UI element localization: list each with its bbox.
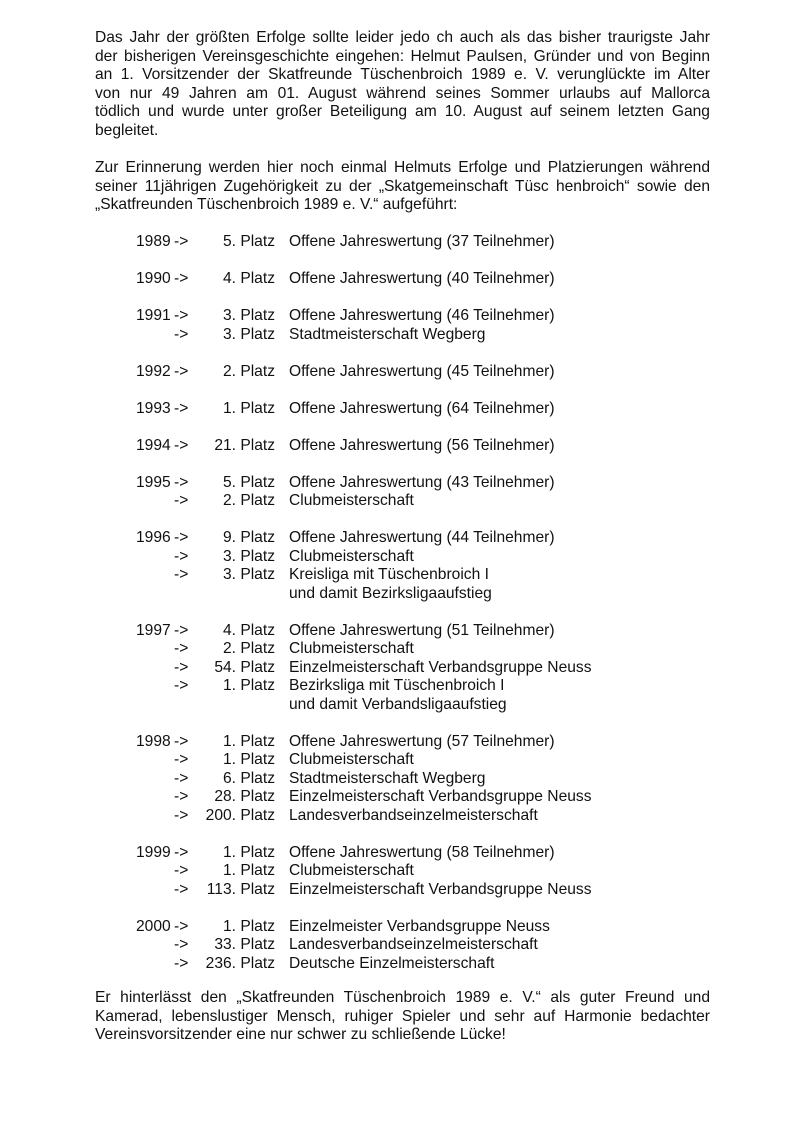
result-row [0, 788, 795, 807]
result-row [0, 640, 795, 659]
result-place: 5. Platz [222, 233, 275, 250]
result-row [0, 770, 795, 789]
result-description: Offene Jahreswertung (51 Teilnehmer) [289, 621, 555, 639]
memorial-paragraph [95, 159, 710, 215]
result-year-group [0, 307, 795, 344]
result-place: 1. Platz [222, 732, 275, 750]
arrow-marker: -> [174, 751, 189, 768]
arrow-marker: -> [174, 492, 189, 509]
result-year-group [0, 622, 795, 715]
result-year: 1989 [136, 233, 171, 250]
text-line: Er hinterlässt den „Skatfreunden Tüschenbroich 1989 e. V.“ als guter Freund und [95, 989, 710, 1006]
result-description: Stadtmeisterschaft Wegberg [289, 325, 486, 343]
arrow-marker: -> [174, 917, 189, 935]
result-row [0, 844, 795, 863]
result-year: 1991 [136, 307, 171, 324]
result-description: Einzelmeisterschaft Verbandsgruppe Neuss [289, 788, 592, 805]
result-description: Einzelmeister Verbandsgruppe Neuss [289, 917, 550, 935]
arrow-marker: -> [174, 954, 189, 972]
result-description: Einzelmeisterschaft Verbandsgruppe Neuss [289, 880, 592, 898]
result-year: 1993 [136, 399, 171, 417]
result-year-group [0, 529, 795, 603]
arrow-marker: -> [174, 677, 189, 694]
text-line: von nur 49 Jahren am 01. August während seines Sommer urlaubs auf Mallorca [95, 84, 710, 102]
result-row [0, 363, 795, 382]
text-line: tödlich und wurde unter großer Beteiligung am 10. August auf seinem letzten Gang [95, 103, 710, 120]
result-row [0, 936, 795, 955]
result-row [0, 622, 795, 641]
result-row [0, 326, 795, 345]
arrow-marker: -> [174, 843, 189, 861]
result-year: 1998 [136, 732, 171, 750]
result-place: 21. Platz [214, 436, 275, 454]
result-row [0, 585, 795, 604]
result-description: Offene Jahreswertung (46 Teilnehmer) [289, 307, 555, 324]
result-description: Offene Jahreswertung (56 Teilnehmer) [289, 436, 555, 454]
arrow-marker: -> [174, 936, 189, 953]
arrow-marker: -> [174, 640, 189, 657]
result-row [0, 474, 795, 493]
result-place: 4. Platz [222, 270, 275, 287]
text-line: Vereinsvorsitzender eine nur schwer zu schließende Lücke! [95, 1026, 506, 1043]
result-description: Kreisliga mit Tüschenbroich I [289, 566, 489, 583]
result-row [0, 677, 795, 696]
result-row [0, 400, 795, 419]
result-place: 2. Platz [222, 362, 275, 380]
result-year-group [0, 733, 795, 826]
arrow-marker: -> [174, 566, 189, 583]
result-place: 3. Platz [222, 547, 275, 565]
result-description: Deutsche Einzelmeisterschaft [289, 954, 495, 972]
text-line: „Skatfreunden Tüschenbroich 1989 e. V.“ aufgeführt: [95, 196, 458, 213]
result-row [0, 437, 795, 456]
arrow-marker: -> [174, 529, 189, 546]
result-place: 54. Platz [214, 658, 275, 676]
intro-paragraph [95, 29, 710, 140]
result-description: Offene Jahreswertung (45 Teilnehmer) [289, 362, 555, 380]
arrow-marker: -> [174, 473, 189, 491]
result-row [0, 233, 795, 252]
closing-paragraph [95, 989, 710, 1045]
result-place: 3. Platz [222, 307, 275, 324]
result-description: Einzelmeisterschaft Verbandsgruppe Neuss [289, 658, 592, 676]
result-place: 2. Platz [222, 492, 275, 509]
result-description: und damit Bezirksligaaufstieg [289, 584, 492, 602]
result-place: 1. Platz [222, 399, 275, 417]
text-line: der bisherigen Vereinsgeschichte eingehen: Helmut Paulsen, Gründer und von Beginn [95, 47, 710, 65]
result-place: 1. Platz [222, 751, 275, 768]
result-row [0, 548, 795, 567]
result-year: 1990 [136, 270, 171, 287]
result-row [0, 751, 795, 770]
result-description: Offene Jahreswertung (57 Teilnehmer) [289, 732, 555, 750]
result-row [0, 862, 795, 881]
arrow-marker: -> [174, 325, 189, 343]
result-row [0, 270, 795, 289]
result-year-group [0, 400, 795, 419]
result-year-group [0, 844, 795, 900]
result-place: 5. Platz [222, 473, 275, 491]
result-description: Clubmeisterschaft [289, 547, 414, 565]
result-year-group [0, 363, 795, 382]
result-place: 1. Platz [222, 917, 275, 935]
result-description: Offene Jahreswertung (44 Teilnehmer) [289, 529, 555, 546]
result-description: Clubmeisterschaft [289, 751, 414, 768]
result-year: 1999 [136, 843, 171, 861]
arrow-marker: -> [174, 862, 189, 879]
text-line: an 1. Vorsitzender der Skatfreunde Tüschenbroich 1989 e. V. verunglückte im Alter [95, 66, 710, 83]
result-year: 1997 [136, 621, 171, 639]
result-place: 4. Platz [222, 621, 275, 639]
result-place: 6. Platz [222, 769, 275, 787]
result-row [0, 307, 795, 326]
result-year: 1996 [136, 529, 171, 546]
result-description: Offene Jahreswertung (58 Teilnehmer) [289, 843, 555, 861]
result-year: 1994 [136, 436, 171, 454]
result-description: und damit Verbandsligaaufstieg [289, 695, 507, 713]
result-year-group [0, 270, 795, 289]
result-year-group [0, 918, 795, 974]
result-description: Clubmeisterschaft [289, 640, 414, 657]
result-place: 1. Platz [222, 862, 275, 879]
result-row [0, 733, 795, 752]
result-description: Landesverbandseinzelmeisterschaft [289, 806, 538, 824]
arrow-marker: -> [174, 621, 189, 639]
arrow-marker: -> [174, 658, 189, 676]
result-description: Bezirksliga mit Tüschenbroich I [289, 677, 505, 694]
text-line: begleitet. [95, 121, 159, 139]
arrow-marker: -> [174, 769, 189, 787]
arrow-marker: -> [174, 362, 189, 380]
arrow-marker: -> [174, 547, 189, 565]
result-row [0, 529, 795, 548]
result-place: 2. Platz [222, 640, 275, 657]
result-description: Clubmeisterschaft [289, 862, 414, 879]
result-row [0, 566, 795, 585]
result-row [0, 807, 795, 826]
result-row [0, 696, 795, 715]
arrow-marker: -> [174, 270, 189, 287]
result-row [0, 881, 795, 900]
text-line: Zur Erinnerung werden hier noch einmal Helmuts Erfolge und Platzierungen während [95, 159, 710, 176]
result-row [0, 955, 795, 974]
result-year-group [0, 233, 795, 252]
result-year: 1995 [136, 473, 171, 491]
arrow-marker: -> [174, 436, 189, 454]
result-row [0, 918, 795, 937]
result-year: 2000 [136, 917, 171, 935]
result-row [0, 659, 795, 678]
result-description: Clubmeisterschaft [289, 492, 414, 509]
result-description: Offene Jahreswertung (37 Teilnehmer) [289, 233, 555, 250]
result-place: 3. Platz [222, 325, 275, 343]
arrow-marker: -> [174, 233, 189, 250]
result-year-group [0, 474, 795, 511]
result-description: Stadtmeisterschaft Wegberg [289, 769, 486, 787]
result-place: 33. Platz [214, 936, 275, 953]
result-description: Landesverbandseinzelmeisterschaft [289, 936, 538, 953]
result-description: Offene Jahreswertung (43 Teilnehmer) [289, 473, 555, 491]
result-description: Offene Jahreswertung (40 Teilnehmer) [289, 270, 555, 287]
text-line: seiner 11jährigen Zugehörigkeit zu der „Skatgemeinschaft Tüsc henbroich“ sowie den [95, 177, 710, 195]
arrow-marker: -> [174, 788, 189, 805]
result-place: 236. Platz [205, 954, 275, 972]
text-line: Das Jahr der größten Erfolge sollte leider jedo ch auch als das bisher traurigste Jahr [95, 29, 710, 46]
results-list [0, 233, 795, 992]
result-place: 200. Platz [205, 806, 275, 824]
arrow-marker: -> [174, 806, 189, 824]
result-place: 3. Platz [222, 566, 275, 583]
arrow-marker: -> [174, 732, 189, 750]
result-place: 9. Platz [222, 529, 275, 546]
arrow-marker: -> [174, 307, 189, 324]
result-year-group [0, 437, 795, 456]
arrow-marker: -> [174, 399, 189, 417]
result-description: Offene Jahreswertung (64 Teilnehmer) [289, 399, 555, 417]
result-place: 113. Platz [206, 880, 275, 898]
result-row [0, 492, 795, 511]
result-place: 1. Platz [222, 677, 275, 694]
result-year: 1992 [136, 362, 171, 380]
arrow-marker: -> [174, 880, 189, 898]
result-place: 28. Platz [214, 788, 275, 805]
text-line: Kamerad, lebenslustiger Mensch, ruhiger Spieler und sehr auf Harmonie bedachter [95, 1007, 710, 1025]
result-place: 1. Platz [222, 843, 275, 861]
